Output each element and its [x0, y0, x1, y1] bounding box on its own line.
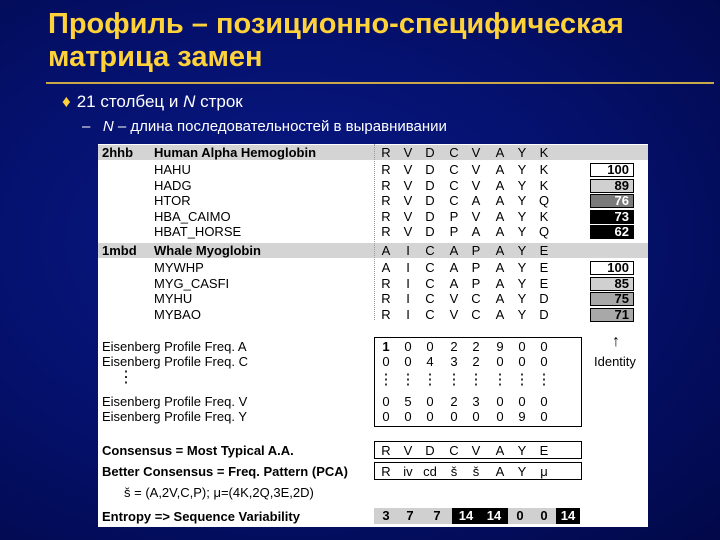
freq-label-2: Eisenberg Profile Freq. C [102, 354, 248, 369]
seq-myg_casfi-col-4: A [449, 275, 459, 291]
seq-myhu-col-7: Y [517, 291, 527, 306]
freq-3-col-7: 0 [518, 394, 526, 409]
score-htor: 76 [590, 194, 634, 208]
better-consensus-col-1: R [381, 464, 391, 479]
seq-mybao-col-7: Y [517, 306, 527, 322]
freq-4-col-4: 0 [450, 409, 458, 424]
entropy-col-7: 0 [532, 508, 556, 524]
seq-mywhp-col-7: Y [517, 260, 527, 275]
seq-mybao-col-3: C [425, 306, 435, 322]
alignment-columns-box [374, 144, 581, 320]
consensus-col-4: C [449, 443, 459, 458]
freq-3-col-4: 2 [450, 394, 458, 409]
seq-hba_caimo-col-6: A [495, 208, 505, 224]
entropy-col-3: 7 [422, 508, 452, 524]
seq-mywhp-col-6: A [495, 260, 505, 275]
seq-htor-col-7: Y [517, 193, 527, 208]
group1-seq-col-1: R [381, 145, 391, 160]
seq-myg_casfi-col-7: Y [517, 275, 527, 291]
entropy-col-6: 0 [508, 508, 532, 524]
freq-2-col-3: 4 [426, 354, 434, 369]
group2-seq-col-4: A [449, 243, 459, 258]
seq-hahu-col-8: K [539, 162, 549, 177]
seq-mybao-col-6: A [495, 306, 505, 322]
entropy-col-1: 3 [374, 508, 398, 524]
group2-id: 1mbd [102, 243, 137, 258]
seq-hba_caimo-col-8: K [539, 208, 549, 224]
seq-hadg-col-2: V [403, 177, 413, 193]
freq-4-col-6: 0 [496, 409, 504, 424]
seq-hba_caimo-col-1: R [381, 208, 391, 224]
score-hadg: 89 [590, 179, 634, 193]
freq-4-col-5: 0 [472, 409, 480, 424]
seq-name-hadg: HADG [154, 177, 192, 193]
freq-3-col-3: 0 [426, 394, 434, 409]
seq-mywhp-col-2: I [406, 260, 410, 275]
score-hbat_horse: 62 [590, 225, 634, 239]
better-consensus-label: Better Consensus = Freq. Pattern (PCA) [102, 464, 348, 479]
better-consensus-col-6: A [495, 464, 505, 479]
seq-name-hba_caimo: HBA_CAIMO [154, 208, 231, 224]
freq-1-col-4: 2 [450, 339, 458, 354]
seq-mywhp-col-8: E [539, 260, 549, 275]
entropy-col-2: 7 [398, 508, 422, 524]
consensus-col-3: D [425, 443, 435, 458]
better-consensus-formula: š = (A,2V,C,P); μ=(4K,2Q,3E,2D) [124, 485, 314, 500]
freq-3-col-1: 0 [382, 394, 390, 409]
seq-myhu-col-8: D [539, 291, 549, 306]
bullet-1: ♦ 21 столбец и N строк [62, 92, 243, 111]
seq-hba_caimo-col-3: D [425, 208, 435, 224]
seq-hadg-col-3: D [425, 177, 435, 193]
better-consensus-col-2: iv [403, 464, 413, 479]
group1-seq-col-4: C [449, 145, 459, 160]
seq-hbat_horse-col-6: A [495, 224, 505, 239]
freq-4-col-3: 0 [426, 409, 434, 424]
score-hba_caimo: 73 [590, 210, 634, 224]
seq-myg_casfi-col-8: E [539, 275, 549, 291]
seq-name-myhu: MYHU [154, 291, 193, 306]
group2-name: Whale Myoglobin [154, 243, 261, 258]
freq-ellipsis-col-6: ⋮ [492, 371, 508, 388]
freq-3-col-5: 3 [472, 394, 480, 409]
seq-myhu-col-6: A [495, 291, 505, 306]
freq-ellipsis-col-1: ⋮ [378, 371, 394, 388]
seq-myg_casfi-col-2: I [406, 275, 410, 291]
group1-id: 2hhb [102, 145, 134, 160]
group2-seq-col-7: Y [517, 243, 527, 258]
seq-mybao-col-1: R [381, 306, 391, 322]
seq-hbat_horse-col-7: Y [517, 224, 527, 239]
group2-seq-col-2: I [406, 243, 410, 258]
seq-hahu-col-6: A [495, 162, 505, 177]
seq-myg_casfi-col-1: R [381, 275, 391, 291]
group1-name: Human Alpha Hemoglobin [154, 145, 317, 160]
group2-seq-col-1: A [381, 243, 391, 258]
freq-1-col-5: 2 [472, 339, 480, 354]
seq-myg_casfi-col-6: A [495, 275, 505, 291]
better-consensus-col-4: š [450, 464, 458, 479]
seq-hba_caimo-col-2: V [403, 208, 413, 224]
seq-name-hbat_horse: HBAT_HORSE [154, 224, 242, 239]
freq-1-col-7: 0 [518, 339, 526, 354]
entropy-col-5: 14 [480, 508, 508, 524]
freq-2-col-7: 0 [518, 354, 526, 369]
seq-myhu-col-1: R [381, 291, 391, 306]
consensus-label: Consensus = Most Typical A.A. [102, 443, 294, 458]
group2-seq-col-8: E [539, 243, 549, 258]
freq-4-col-8: 0 [540, 409, 548, 424]
seq-mywhp-col-3: C [425, 260, 435, 275]
freq-ellipsis-col-7: ⋮ [514, 371, 530, 388]
consensus-col-2: V [403, 443, 413, 458]
better-consensus-col-3: cd [423, 464, 437, 479]
seq-mybao-col-8: D [539, 306, 549, 322]
freq-2-col-2: 0 [404, 354, 412, 369]
diamond-bullet-icon: ♦ [62, 92, 71, 111]
score-myhu: 75 [590, 292, 634, 306]
consensus-col-6: A [495, 443, 505, 458]
freq-3-col-2: 5 [404, 394, 412, 409]
seq-mywhp-col-5: P [471, 260, 481, 275]
seq-hahu-col-2: V [403, 162, 413, 177]
seq-htor-col-5: A [471, 193, 481, 208]
seq-hadg-col-6: A [495, 177, 505, 193]
seq-hahu-col-3: D [425, 162, 435, 177]
seq-hadg-col-5: V [471, 177, 481, 193]
consensus-col-8: E [539, 443, 549, 458]
seq-htor-col-8: Q [538, 193, 550, 208]
seq-hadg-col-8: K [539, 177, 549, 193]
seq-myg_casfi-col-5: P [471, 275, 481, 291]
seq-hadg-col-7: Y [517, 177, 527, 193]
seq-htor-col-2: V [403, 193, 413, 208]
seq-myhu-col-3: C [425, 291, 435, 306]
group1-seq-col-7: Y [517, 145, 527, 160]
freq-2-col-4: 3 [450, 354, 458, 369]
title-underline [46, 82, 714, 84]
freq-label-4: Eisenberg Profile Freq. Y [102, 409, 247, 424]
consensus-col-1: R [381, 443, 391, 458]
alignment-figure [98, 144, 648, 527]
freq-1-col-8: 0 [540, 339, 548, 354]
seq-name-myg_casfi: MYG_CASFI [154, 275, 230, 291]
seq-htor-col-3: D [425, 193, 435, 208]
seq-htor-col-4: C [449, 193, 459, 208]
freq-ellipsis-col-8: ⋮ [536, 371, 552, 388]
identity-label: Identity [594, 354, 636, 369]
freq-label-ellipsis: ⋮ [118, 369, 134, 386]
better-consensus-col-7: Y [517, 464, 527, 479]
seq-hahu-col-5: V [471, 162, 481, 177]
consensus-col-5: V [471, 443, 481, 458]
seq-htor-col-6: A [495, 193, 505, 208]
seq-hbat_horse-col-5: A [471, 224, 481, 239]
freq-1-col-2: 0 [404, 339, 412, 354]
seq-myhu-col-5: C [471, 291, 481, 306]
group1-seq-col-6: A [495, 145, 505, 160]
freq-3-col-6: 0 [496, 394, 504, 409]
group2-seq-col-3: C [425, 243, 435, 258]
freq-3-col-8: 0 [540, 394, 548, 409]
freq-ellipsis-col-3: ⋮ [422, 371, 438, 388]
entropy-col-8: 14 [556, 508, 580, 524]
seq-hadg-col-1: R [381, 177, 391, 193]
score-mywhp: 100 [590, 261, 634, 275]
freq-ellipsis-col-4: ⋮ [446, 371, 462, 388]
seq-hba_caimo-col-7: Y [517, 208, 527, 224]
score-hahu: 100 [590, 163, 634, 177]
seq-name-htor: HTOR [154, 193, 191, 208]
group1-seq-col-2: V [403, 145, 413, 160]
consensus-col-7: Y [517, 443, 527, 458]
freq-1-col-3: 0 [426, 339, 434, 354]
freq-2-col-6: 0 [496, 354, 504, 369]
seq-myhu-col-2: I [406, 291, 410, 306]
freq-ellipsis-col-2: ⋮ [400, 371, 416, 388]
better-consensus-col-5: š [472, 464, 480, 479]
group2-seq-col-5: P [471, 243, 481, 258]
freq-ellipsis-col-5: ⋮ [468, 371, 484, 388]
score-mybao: 71 [590, 308, 634, 322]
seq-mywhp-col-1: A [381, 260, 391, 275]
seq-name-mybao: MYBAO [154, 306, 201, 322]
entropy-col-4: 14 [452, 508, 480, 524]
seq-hba_caimo-col-5: V [471, 208, 481, 224]
freq-4-col-2: 0 [404, 409, 412, 424]
seq-hahu-col-7: Y [517, 162, 527, 177]
group1-seq-col-5: V [471, 145, 481, 160]
better-consensus-col-8: μ [540, 464, 548, 479]
seq-mybao-col-5: C [471, 306, 481, 322]
seq-name-hahu: HAHU [154, 162, 191, 177]
score-myg_casfi: 85 [590, 277, 634, 291]
freq-1-col-1: 1 [382, 339, 390, 354]
seq-hbat_horse-col-3: D [425, 224, 435, 239]
group1-seq-col-3: D [425, 145, 435, 160]
seq-hahu-col-4: C [449, 162, 459, 177]
entropy-label: Entropy => Sequence Variability [102, 509, 300, 524]
slide-title: Профиль – позиционно-специфическая матрица замен [48, 8, 624, 73]
identity-arrow-icon: ↑ [612, 333, 620, 350]
seq-hbat_horse-col-4: P [449, 224, 459, 239]
seq-mywhp-col-4: A [449, 260, 459, 275]
seq-hadg-col-4: C [449, 177, 459, 193]
freq-2-col-5: 2 [472, 354, 480, 369]
freq-2-col-8: 0 [540, 354, 548, 369]
seq-hba_caimo-col-4: P [449, 208, 459, 224]
freq-label-3: Eisenberg Profile Freq. V [102, 394, 248, 409]
seq-myhu-col-4: V [449, 291, 459, 306]
seq-hbat_horse-col-2: V [403, 224, 413, 239]
freq-1-col-6: 9 [496, 339, 504, 354]
group2-seq-col-6: A [495, 243, 505, 258]
seq-htor-col-1: R [381, 193, 391, 208]
freq-label-1: Eisenberg Profile Freq. A [102, 339, 247, 354]
freq-4-col-7: 9 [518, 409, 526, 424]
freq-matrix-box [374, 337, 582, 427]
freq-4-col-1: 0 [382, 409, 390, 424]
seq-hbat_horse-col-8: Q [538, 224, 550, 239]
seq-hahu-col-1: R [381, 162, 391, 177]
seq-name-mywhp: MYWHP [154, 260, 204, 275]
seq-mybao-col-4: V [449, 306, 459, 322]
seq-myg_casfi-col-3: C [425, 275, 435, 291]
bullet-2: – N – длина последовательностей в выравнивании [82, 118, 447, 135]
freq-2-col-1: 0 [382, 354, 390, 369]
seq-hbat_horse-col-1: R [381, 224, 391, 239]
group1-seq-col-8: K [539, 145, 549, 160]
seq-mybao-col-2: I [406, 306, 410, 322]
